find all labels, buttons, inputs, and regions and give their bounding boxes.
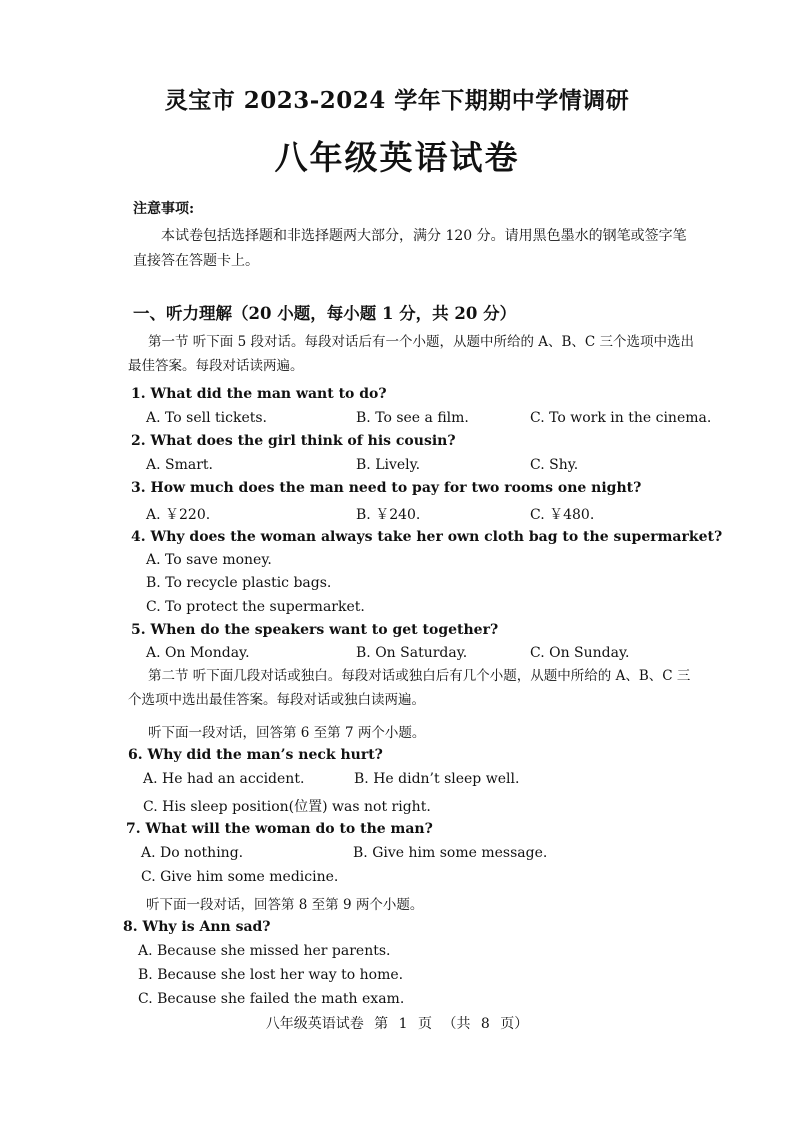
question-3-option-b: B. ￥240. xyxy=(356,507,421,523)
question-5-stem: 5. When do the speakers want to get together? xyxy=(131,622,499,638)
question-1-option-c: C. To work in the cinema. xyxy=(530,410,712,426)
question-1-option-b: B. To see a film. xyxy=(356,410,469,426)
question-2-stem: 2. What does the girl think of his cousin? xyxy=(131,433,456,449)
question-7-option-c: C. Give him some medicine. xyxy=(141,869,339,885)
question-2-option-b: B. Lively. xyxy=(356,457,421,473)
question-7-option-a: A. Do nothing. xyxy=(141,845,244,861)
question-6-option-b: B. He didn’t sleep well. xyxy=(354,771,520,787)
exam-title: 灵宝市 2023-2024 学年下期期中学情调研 xyxy=(164,87,630,114)
section-title-listening: 一、听力理解（20 小题，每小题 1 分，共 20 分） xyxy=(133,304,517,323)
question-4-option-a: A. To save money. xyxy=(146,552,272,568)
question-1-option-a: A. To sell tickets. xyxy=(146,410,267,426)
question-5-option-a: A. On Monday. xyxy=(146,645,250,661)
question-6-option-c: C. His sleep position(位置) was not right. xyxy=(143,799,431,815)
question-8-option-a: A. Because she missed her parents. xyxy=(138,943,391,959)
question-5-option-c: C. On Sunday. xyxy=(530,645,630,661)
part2-instruction: 第二节 听下面几段对话或独白。每段对话或独白后有几个小题，从题中所给的 A、B、C 三个选项中选出最佳答案。每段对话或独白读两遍。 xyxy=(128,668,691,708)
question-7-stem: 7. What will the woman do to the man? xyxy=(126,821,433,837)
question-2-option-c: C. Shy. xyxy=(530,457,579,473)
question-1-stem: 1. What did the man want to do? xyxy=(131,386,387,402)
part1-instruction: 第一节 听下面 5 段对话。每段对话后有一个小题，从题中所给的 A、B、C 三个选项中选出最佳答案。每段对话读两遍。 xyxy=(128,334,695,374)
question-5-option-b: B. On Saturday. xyxy=(356,645,468,661)
dialogue-lead-8-9: 听下面一段对话，回答第 8 至第 9 两个小题。 xyxy=(146,897,424,913)
question-3-option-c: C. ￥480. xyxy=(530,507,595,523)
question-8-stem: 8. Why is Ann sad? xyxy=(123,919,271,935)
question-8-option-b: B. Because she lost her way to home. xyxy=(138,967,404,983)
question-6-option-a: A. He had an accident. xyxy=(143,771,305,787)
page-footer: 八年级英语试卷 第 1 页 （共 8 页） xyxy=(265,1016,529,1032)
question-7-option-b: B. Give him some message. xyxy=(353,845,548,861)
question-6-stem: 6. Why did the man’s neck hurt? xyxy=(128,747,383,763)
notice-body: 本试卷包括选择题和非选择题两大部分，满分 120 分。请用黑色墨水的钢笔或签字笔直接答在答题卡上。 xyxy=(133,228,687,269)
notice-heading: 注意事项: xyxy=(133,201,195,217)
question-2-option-a: A. Smart. xyxy=(146,457,213,473)
dialogue-lead-6-7: 听下面一段对话，回答第 6 至第 7 两个小题。 xyxy=(148,725,426,741)
question-4-option-c: C. To protect the supermarket. xyxy=(146,599,365,615)
question-3-option-a: A. ￥220. xyxy=(146,507,211,523)
question-3-stem: 3. How much does the man need to pay for two rooms one night? xyxy=(131,480,642,496)
exam-subtitle: 八年级英语试卷 xyxy=(274,138,520,177)
question-8-option-c: C. Because she failed the math exam. xyxy=(138,991,405,1007)
question-4-stem: 4. Why does the woman always take her own cloth bag to the supermarket? xyxy=(131,529,723,545)
question-4-option-b: B. To recycle plastic bags. xyxy=(146,575,332,591)
